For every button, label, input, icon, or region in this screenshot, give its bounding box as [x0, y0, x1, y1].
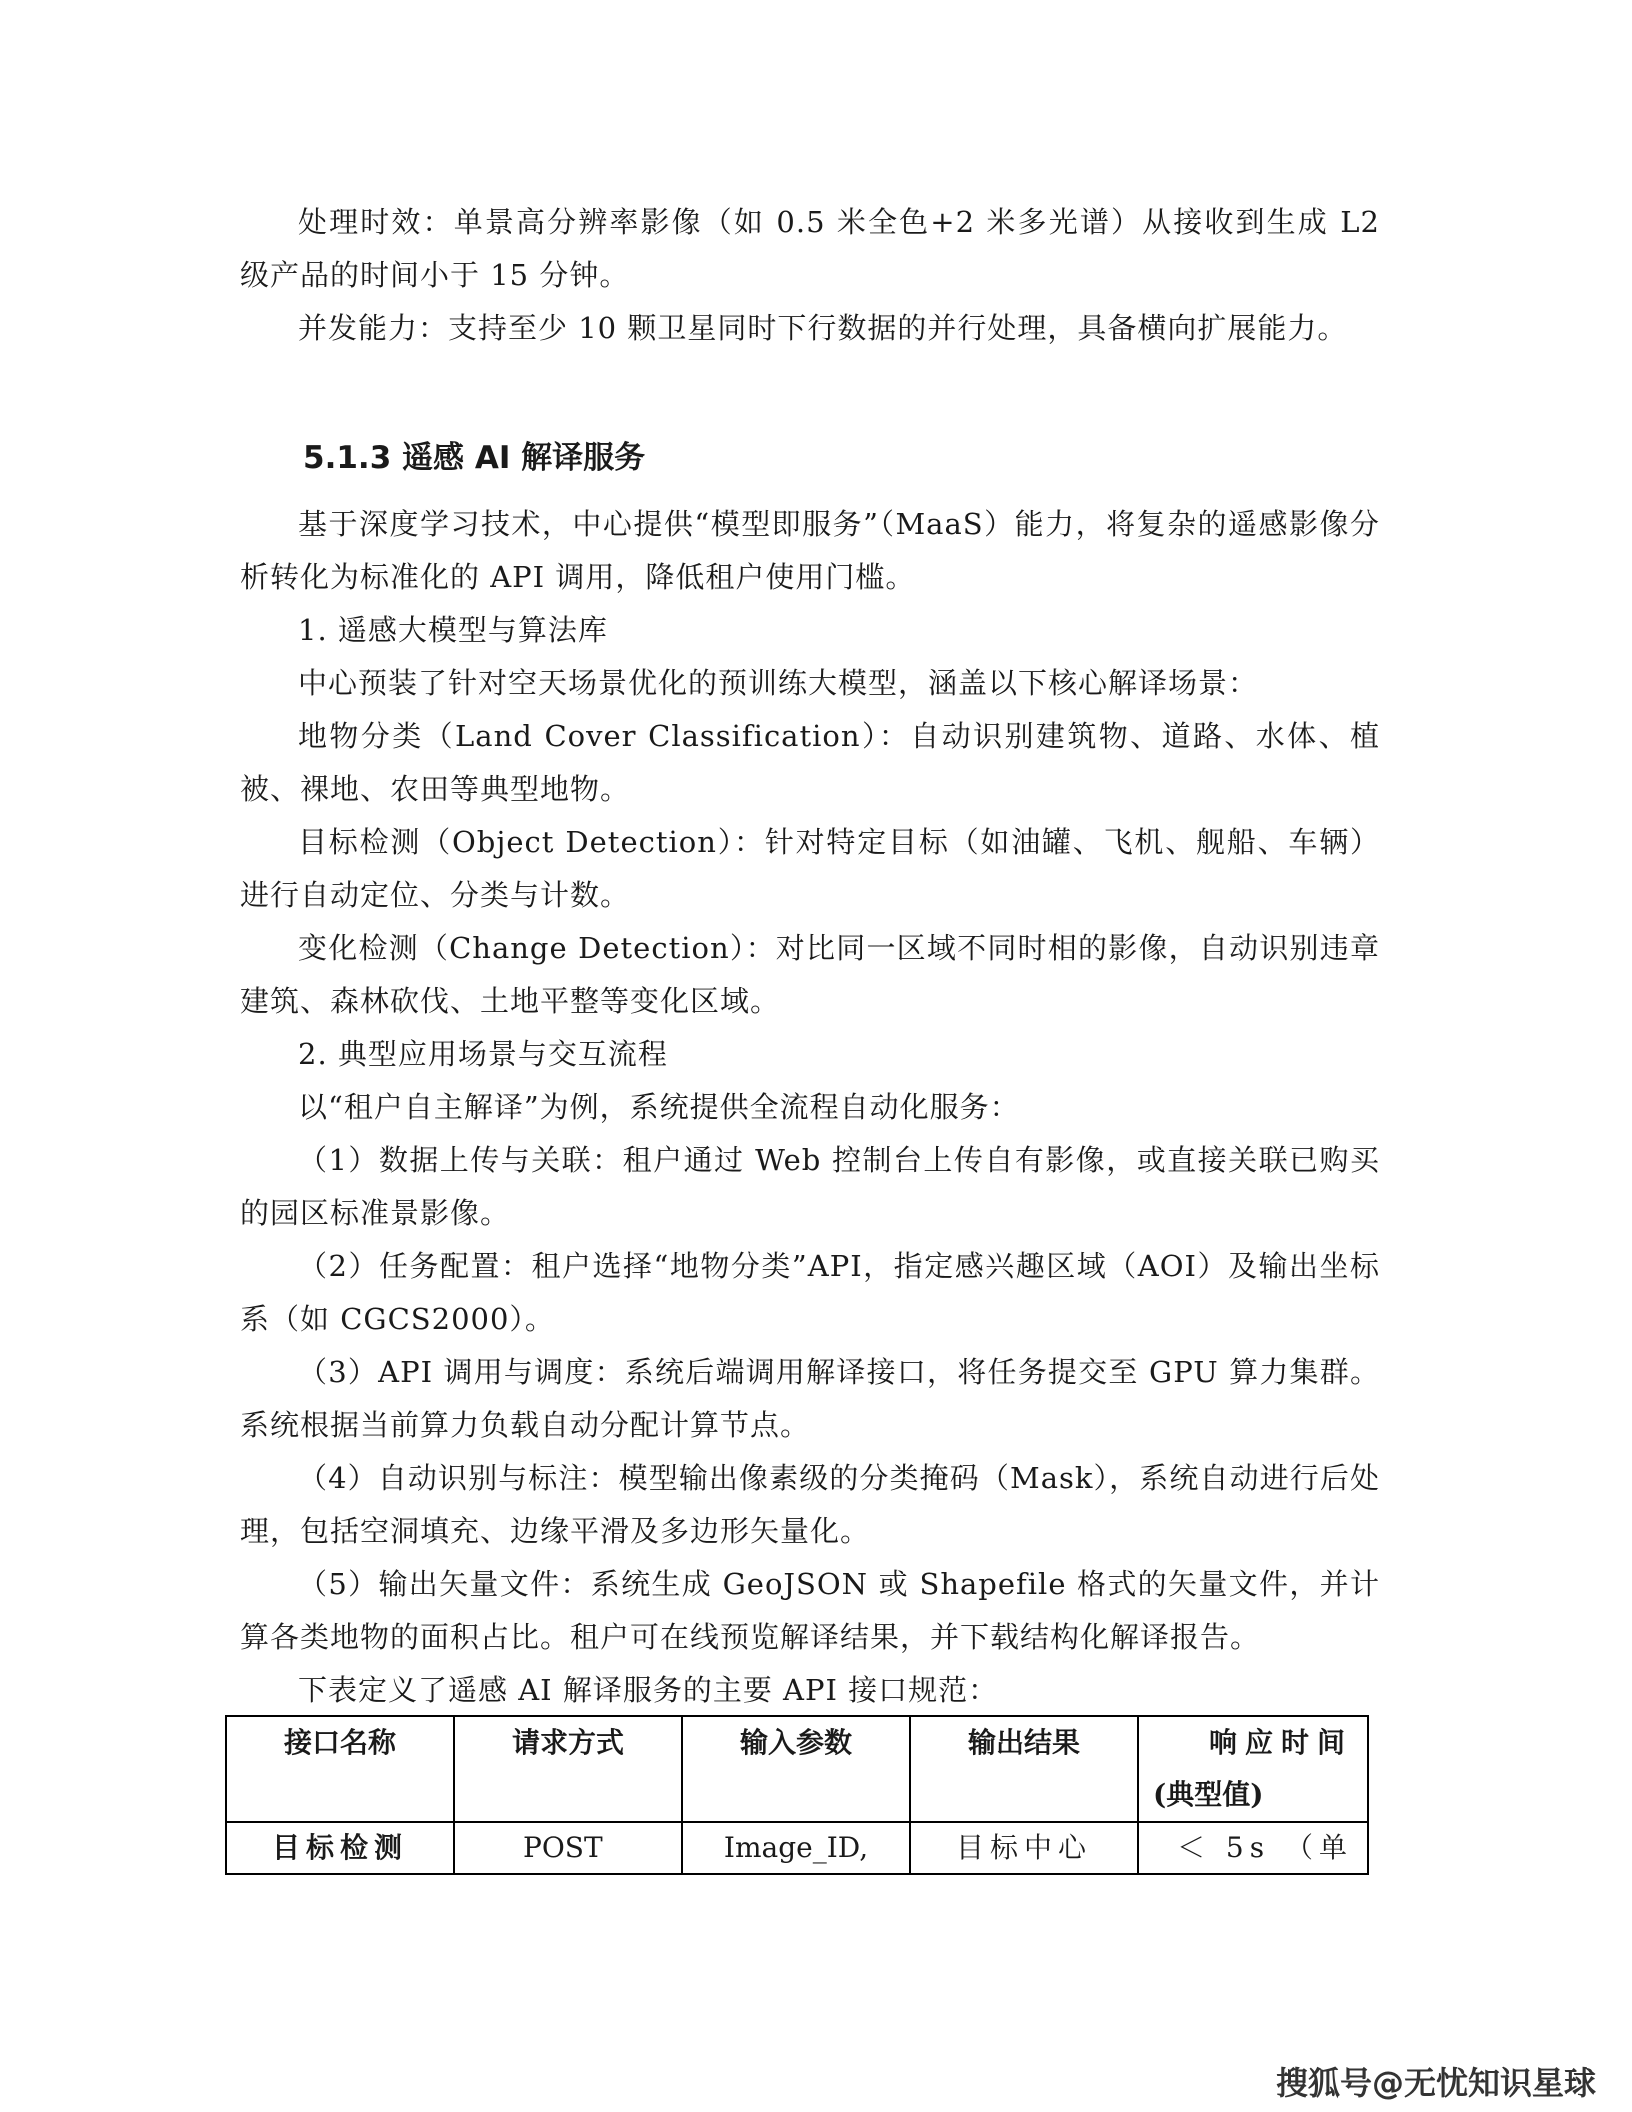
table-header-row [226, 1716, 1368, 1822]
header-output-result: 输出结果 [910, 1716, 1138, 1822]
header-response-time-label: 响应时间 [1208, 1726, 1353, 1759]
subheading-scenarios: 2. 典型应用场景与交互流程 [298, 1037, 668, 1071]
paragraph-step-5: （5）输出矢量文件：系统生成 GeoJSON 或 Shapefile 格式的矢量文件，并计算各类地物的面积占比。租户可在线预览解译结果，并下载结构化解译报告。 [240, 1567, 1380, 1654]
paragraph-table-intro: 下表定义了遥感 AI 解译服务的主要 API 接口规范： [298, 1673, 999, 1707]
cell-request-method: POST [454, 1822, 682, 1874]
header-request-method: 请求方式 [454, 1716, 682, 1822]
watermark-text: 搜狐号@无忧知识星球 [1275, 2064, 1596, 2102]
paragraph-step-2: （2）任务配置：租户选择“地物分类”API，指定感兴趣区域（AOI）及输出坐标系（如 CGCS2000）。 [240, 1249, 1380, 1336]
paragraph-step-3: （3）API 调用与调度：系统后端调用解译接口，将任务提交至 GPU 算力集群。系统根据当前算力负载自动分配计算节点。 [240, 1355, 1380, 1442]
paragraph-intro: 基于深度学习技术，中心提供“模型即服务”（MaaS）能力，将复杂的遥感影像分析转化为标准化的 API 调用，降低租户使用门槛。 [240, 507, 1380, 594]
cell-output-result: 目标中心 [910, 1822, 1138, 1874]
cell-interface-name: 目标检测 [226, 1822, 454, 1874]
cell-response-time: ＜ 5s （单 [1138, 1822, 1368, 1874]
header-interface-name: 接口名称 [226, 1716, 454, 1822]
header-response-time-sub: (典型值) [1153, 1778, 1264, 1811]
paragraph-concurrency: 并发能力：支持至少 10 颗卫星同时下行数据的并行处理，具备横向扩展能力。 [298, 311, 1348, 345]
paragraph-pretrained: 中心预装了针对空天场景优化的预训练大模型，涵盖以下核心解译场景： [298, 666, 1259, 700]
subheading-model-library: 1. 遥感大模型与算法库 [298, 613, 608, 647]
paragraph-land-cover: 地物分类（Land Cover Classification）：自动识别建筑物、道路、水体、植被、裸地、农田等典型地物。 [240, 719, 1380, 806]
paragraph-step-1: （1）数据上传与关联：租户通过 Web 控制台上传自有影像，或直接关联已购买的园区标准景影像。 [240, 1143, 1380, 1230]
header-input-params: 输入参数 [682, 1716, 910, 1822]
paragraph-object-detection: 目标检测（Object Detection）：针对特定目标（如油罐、飞机、舰船、车辆）进行自动定位、分类与计数。 [240, 825, 1380, 912]
cell-input-params: Image_ID, [682, 1822, 910, 1874]
section-heading: 5.1.3 遥感 AI 解译服务 [303, 440, 646, 476]
api-spec-table [225, 1715, 1369, 1875]
paragraph-tenant-example: 以“租户自主解译”为例，系统提供全流程自动化服务： [298, 1090, 1020, 1124]
table-row [226, 1822, 1368, 1874]
header-response-time [1138, 1716, 1368, 1822]
paragraph-change-detection: 变化检测（Change Detection）：对比同一区域不同时相的影像，自动识别违章建筑、森林砍伐、土地平整等变化区域。 [240, 931, 1380, 1018]
paragraph-step-4: （4）自动识别与标注：模型输出像素级的分类掩码（Mask），系统自动进行后处理，包括空洞填充、边缘平滑及多边形矢量化。 [240, 1461, 1380, 1548]
paragraph-processing-time: 处理时效：单景高分辨率影像（如 0.5 米全色+2 米多光谱）从接收到生成 L2 级产品的时间小于 15 分钟。 [240, 205, 1380, 292]
